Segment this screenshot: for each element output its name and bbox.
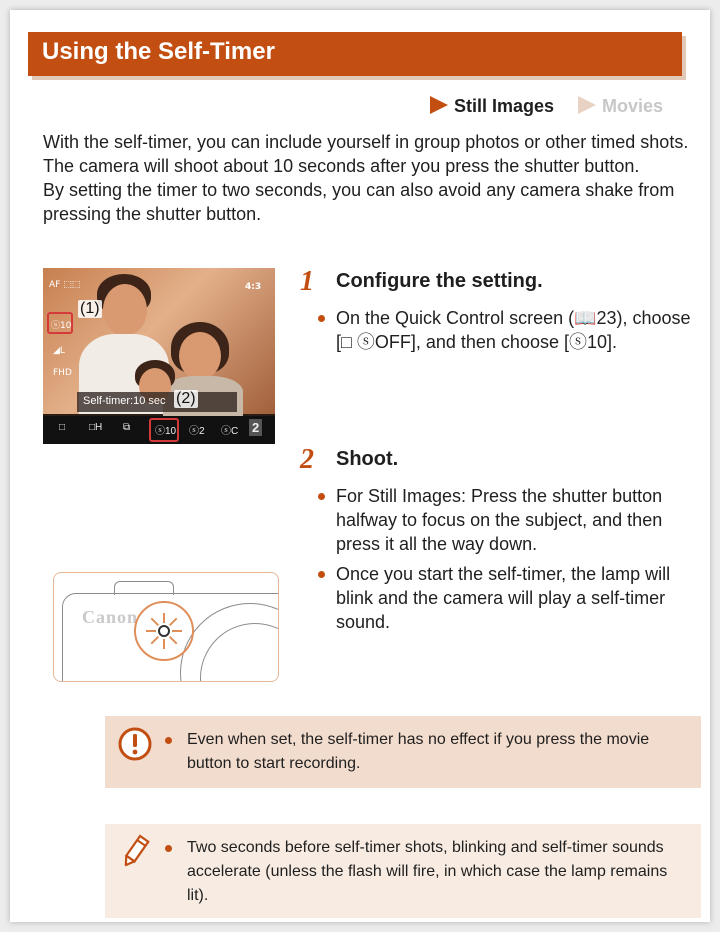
shot-count: 2 <box>249 419 262 436</box>
self-timer-2-icon: ⓢ2 <box>189 426 205 437</box>
self-timer-custom-icon: ⓢC <box>221 426 239 437</box>
page-title: Using the Self-Timer <box>42 38 275 65</box>
highlight-box-1 <box>47 312 73 334</box>
manual-page <box>10 10 710 922</box>
pencil-icon <box>117 834 153 870</box>
self-timer-10-icon: ⓢ10 <box>51 321 72 331</box>
memo-note <box>105 824 701 918</box>
camera-lamp-illustration <box>53 572 279 682</box>
mode-movies <box>578 96 663 117</box>
mode-movies-label: Movies <box>602 96 664 116</box>
caution-icon <box>117 726 153 762</box>
step-number: 2 <box>300 444 314 475</box>
callout-2: (2) <box>176 390 196 407</box>
self-timer-10-icon: ⓢ10 <box>155 426 177 437</box>
bullet-item: On the Quick Control screen (📖23), choose [□ ⓢOFF], and then choose [ⓢ10]. <box>316 306 706 354</box>
caution-text: Even when set, the self-timer has no effect if you press the movie button to start recording. <box>187 728 681 776</box>
movie-quality-icon: FHD <box>53 368 72 378</box>
image-quality-icon: ◢L <box>53 346 65 356</box>
play-arrow-icon <box>430 96 448 114</box>
af-indicator: AF ⬚⬚ <box>49 280 81 290</box>
bullet-item: For Still Images: Press the shutter button halfway to focus on the subject, and then press it all the way down. <box>316 484 706 556</box>
camera-screen-image <box>43 268 275 444</box>
self-timer-banner: Self-timer:10 sec <box>77 392 237 412</box>
self-timer-lamp <box>158 625 170 637</box>
step-heading: Shoot. <box>336 448 399 470</box>
step-1 <box>300 266 700 366</box>
section-title-bar <box>28 32 682 76</box>
highlight-box-2 <box>149 418 179 442</box>
mode-indicators <box>430 96 690 118</box>
step-heading: Configure the setting. <box>336 270 543 292</box>
step-2 <box>300 444 700 644</box>
callout-1: (1) <box>80 300 100 317</box>
caution-note <box>105 716 701 788</box>
continuous-icon: ⧉ <box>123 422 131 433</box>
single-shot-icon: □ <box>59 422 66 433</box>
bullet-item: Once you start the self-timer, the lamp will blink and the camera will play a self-timer sound. <box>316 562 706 634</box>
step-bullets <box>316 484 706 640</box>
step-number: 1 <box>300 266 314 297</box>
intro-paragraph-1: With the self-timer, you can include yourself in group photos or other timed shots. The camera will shoot about 10 seconds after you press the shutter button. <box>43 132 689 176</box>
mode-still-images-label: Still Images <box>454 96 555 116</box>
intro-paragraph-2: By setting the timer to two seconds, you can also avoid any camera shake from pressing the shutter button. <box>43 180 675 224</box>
play-arrow-icon <box>578 96 596 114</box>
mode-still-images <box>430 96 554 117</box>
camera-logo: Canon <box>82 607 139 627</box>
intro-text <box>43 130 693 226</box>
continuous-high-icon: □H <box>89 422 103 433</box>
memo-text: Two seconds before self-timer shots, blinking and self-timer sounds accelerate (unless the flash will fire, in which case the lamp remains lit). <box>187 836 681 908</box>
aspect-ratio: 4:3 <box>245 282 262 292</box>
step-bullets <box>316 306 706 360</box>
